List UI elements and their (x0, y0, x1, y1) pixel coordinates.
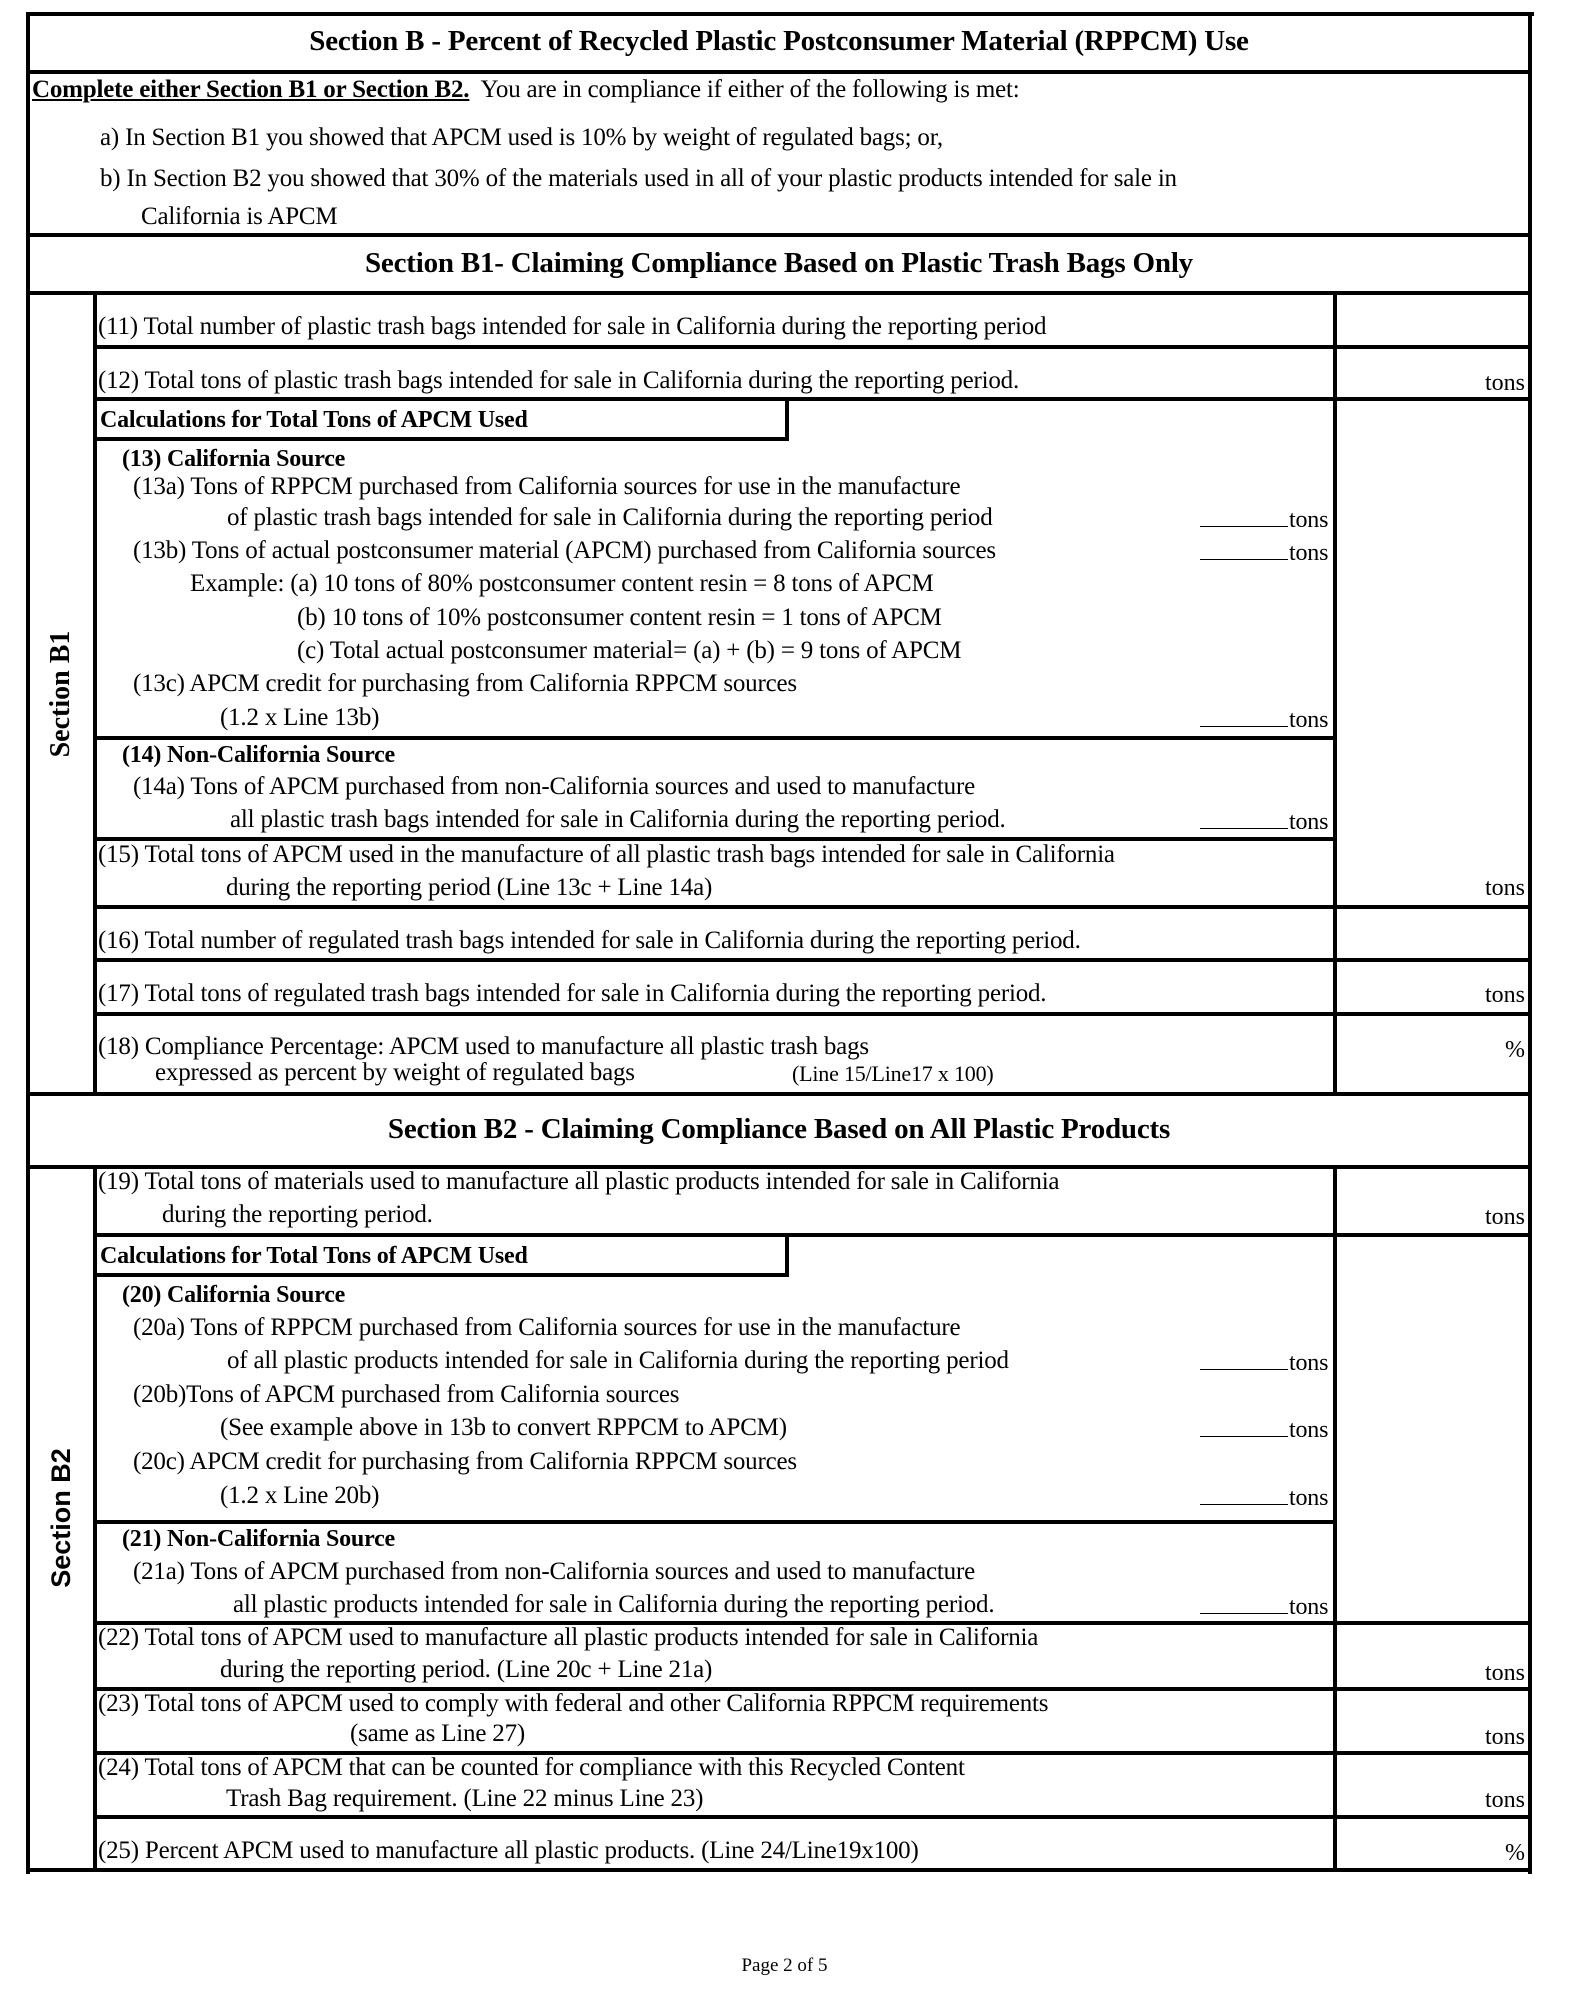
calc-box-right (785, 1233, 789, 1277)
side-column-divider (93, 291, 97, 1096)
line-20a-label-1: (20a) Tons of RPPCM purchased from California sources for use in the manufacture (133, 1314, 961, 1341)
line-19-label-1: (19) Total tons of materials used to manufacture all plastic products intended for sale in California (98, 1168, 1060, 1195)
line-19-unit: tons (1484, 1204, 1525, 1230)
line-20c-blank[interactable] (1200, 1484, 1288, 1505)
line-20a-label-2: of all plastic products intended for sale in California during the reporting period (227, 1347, 1009, 1374)
row-divider (93, 1815, 1532, 1819)
line-17-label: (17) Total tons of regulated trash bags intended for sale in California during the reporting period. (98, 980, 1047, 1007)
line-20b-label-1: (20b)Tons of APCM purchased from California sources (133, 1381, 680, 1408)
b2-calc-heading: Calculations for Total Tons of APCM Used (100, 1243, 528, 1269)
line-18-unit: % (1505, 1037, 1525, 1063)
line-11-label: (11) Total number of plastic trash bags intended for sale in California during the reporting period (98, 313, 1047, 340)
line-13-heading: (13) California Source (122, 446, 346, 472)
section-b2-heading: Section B2 - Claiming Compliance Based on All Plastic Products (387, 1113, 1171, 1145)
section-b2-side-label: Section B2 (46, 1448, 76, 1588)
line-21a-field[interactable] (1200, 1592, 1328, 1622)
line-23-label-2: (same as Line 27) (350, 1720, 526, 1747)
b1-calc-heading: Calculations for Total Tons of APCM Used (100, 407, 528, 433)
line-24-label-1: (24) Total tons of APCM that can be counted for compliance with this Recycled Content (98, 1754, 965, 1781)
line-22-label-2: during the reporting period. (Line 20c + Line 21a) (220, 1656, 713, 1683)
line-19-label-2: during the reporting period. (162, 1201, 433, 1228)
line-20c-unit: tons (1289, 1485, 1329, 1511)
line-20c-label-1: (20c) APCM credit for purchasing from California RPPCM sources (133, 1448, 797, 1475)
line-21a-label-1: (21a) Tons of APCM purchased from non-California sources and used to manufacture (133, 1558, 975, 1585)
row-divider (93, 397, 1532, 401)
line-18-formula: (Line 15/Line17 x 100) (792, 1061, 994, 1086)
calc-box-bottom (93, 437, 788, 441)
line-13b-unit: tons (1289, 540, 1329, 566)
line-14a-blank[interactable] (1200, 808, 1288, 829)
line-20a-field[interactable] (1200, 1348, 1328, 1378)
divider (26, 70, 1532, 74)
line-23-label-1: (23) Total tons of APCM used to comply with federal and other California RPPCM requirements (98, 1690, 1049, 1717)
line-13a-field[interactable] (1200, 505, 1328, 535)
line-14a-label-1: (14a) Tons of APCM purchased from non-California sources and used to manufacture (133, 773, 975, 800)
line-20b-label-2: (See example above in 13b to convert RPPCM to APCM) (220, 1414, 787, 1441)
line-13a-blank[interactable] (1200, 506, 1288, 527)
calc-box-bottom (93, 1273, 788, 1277)
frame-bottom (26, 1868, 1532, 1872)
line-16-input[interactable] (1337, 909, 1528, 958)
row-divider (93, 958, 1532, 962)
side-column-divider (93, 1165, 97, 1872)
line-22-label-1: (22) Total tons of APCM used to manufacture all plastic products intended for sale in California (98, 1624, 1039, 1651)
example-b: (b) 10 tons of 10% postconsumer content resin = 1 tons of APCM (297, 604, 942, 631)
line-25-label: (25) Percent APCM used to manufacture all plastic products. (Line 24/Line19x100) (98, 1837, 919, 1864)
line-15-label-1: (15) Total tons of APCM used in the manufacture of all plastic trash bags intended for sale in California (98, 841, 1115, 868)
line-20c-field[interactable] (1200, 1483, 1328, 1513)
row-divider (93, 905, 1532, 909)
line-13c-label-2: (1.2 x Line 13b) (220, 704, 380, 731)
line-15-unit: tons (1484, 875, 1525, 901)
example-c: (c) Total actual postconsumer material= (a) + (b) = 9 tons of APCM (297, 637, 962, 664)
option-a: a) In Section B1 you showed that APCM used is 10% by weight of regulated bags; or, (100, 124, 943, 151)
line-23-unit: tons (1484, 1724, 1525, 1750)
frame-top (26, 12, 1534, 16)
page-title: Section B - Percent of Recycled Plastic Postconsumer Material (RPPCM) Use (309, 25, 1249, 57)
line-21a-blank[interactable] (1200, 1593, 1288, 1614)
page-number: Page 2 of 5 (741, 1955, 828, 1976)
line-25-unit: % (1505, 1840, 1525, 1866)
line-21a-unit: tons (1289, 1594, 1329, 1620)
line-15-label-2: during the reporting period (Line 13c + Line 14a) (226, 874, 713, 901)
line-13b-label: (13b) Tons of actual postconsumer material (APCM) purchased from California sources (133, 537, 996, 564)
line-14-heading: (14) Non-California Source (122, 742, 396, 768)
divider (26, 1092, 1532, 1096)
line-13a-unit: tons (1289, 507, 1329, 533)
example-a: Example: (a) 10 tons of 80% postconsumer content resin = 8 tons of APCM (190, 570, 934, 597)
option-b-line2: California is APCM (141, 203, 338, 230)
line-12-unit: tons (1484, 370, 1525, 396)
line-13a-label-1: (13a) Tons of RPPCM purchased from California sources for use in the manufacture (133, 473, 961, 500)
line-21-heading: (21) Non-California Source (122, 1526, 396, 1552)
row-divider (93, 345, 1532, 349)
calc-box-right (785, 397, 789, 441)
line-14a-label-2: all plastic trash bags intended for sale in California during the reporting period. (230, 806, 1006, 833)
line-25-input[interactable] (1337, 1819, 1528, 1868)
line-20a-blank[interactable] (1200, 1349, 1288, 1370)
line-14a-unit: tons (1289, 809, 1329, 835)
line-21a-label-2: all plastic products intended for sale in California during the reporting period. (233, 1591, 995, 1618)
line-16-label: (16) Total number of regulated trash bags intended for sale in California during the reporting period. (98, 927, 1081, 954)
line-11-input[interactable] (1337, 295, 1528, 345)
line-14a-field[interactable] (1200, 807, 1328, 837)
line-13b-blank[interactable] (1200, 539, 1288, 560)
line-13c-blank[interactable] (1200, 706, 1288, 727)
line-18-label-1: (18) Compliance Percentage: APCM used to manufacture all plastic trash bags (98, 1033, 869, 1060)
line-24-label-2: Trash Bag requirement. (Line 22 minus Line 23) (226, 1785, 704, 1812)
intro-line (32, 75, 1019, 105)
line-21a-total-input[interactable] (1337, 1237, 1528, 1621)
row-divider (93, 1233, 1532, 1237)
line-20b-blank[interactable] (1200, 1416, 1288, 1437)
line-13c-unit: tons (1289, 707, 1329, 733)
line-18-label-2: expressed as percent by weight of regulated bags (155, 1059, 635, 1086)
intro-instruction: Complete either Section B1 or Section B2. (32, 76, 470, 103)
line-13a-label-2: of plastic trash bags intended for sale in California during the reporting period (227, 504, 993, 531)
option-b-line1: b) In Section B2 you showed that 30% of the materials used in all of your plastic products intended for sale in (100, 165, 1177, 192)
divider (26, 233, 1532, 237)
line-13c-field[interactable] (1200, 705, 1328, 735)
line-20c-label-2: (1.2 x Line 20b) (220, 1482, 380, 1509)
line-20-heading: (20) California Source (122, 1282, 346, 1308)
line-20b-field[interactable] (1200, 1415, 1328, 1445)
intro-compliance-text: You are in compliance if either of the following is met: (480, 76, 1020, 103)
line-13c-label-1: (13c) APCM credit for purchasing from California RPPCM sources (133, 670, 797, 697)
section-b1-heading: Section B1- Claiming Compliance Based on Plastic Trash Bags Only (364, 247, 1193, 279)
line-15-input[interactable] (1337, 401, 1528, 905)
line-20b-unit: tons (1289, 1417, 1329, 1443)
line-20a-unit: tons (1289, 1350, 1329, 1376)
line-22-unit: tons (1484, 1660, 1525, 1686)
row-divider (93, 1012, 1532, 1016)
line-17-unit: tons (1484, 982, 1525, 1008)
line-24-unit: tons (1484, 1787, 1525, 1813)
line-12-label: (12) Total tons of plastic trash bags intended for sale in California during the reporting period. (98, 367, 1020, 394)
line-13b-field[interactable] (1200, 538, 1328, 568)
section-b1-side-label: Section B1 (45, 630, 76, 758)
line-18-input[interactable] (1337, 1016, 1528, 1092)
divider (26, 291, 1532, 295)
